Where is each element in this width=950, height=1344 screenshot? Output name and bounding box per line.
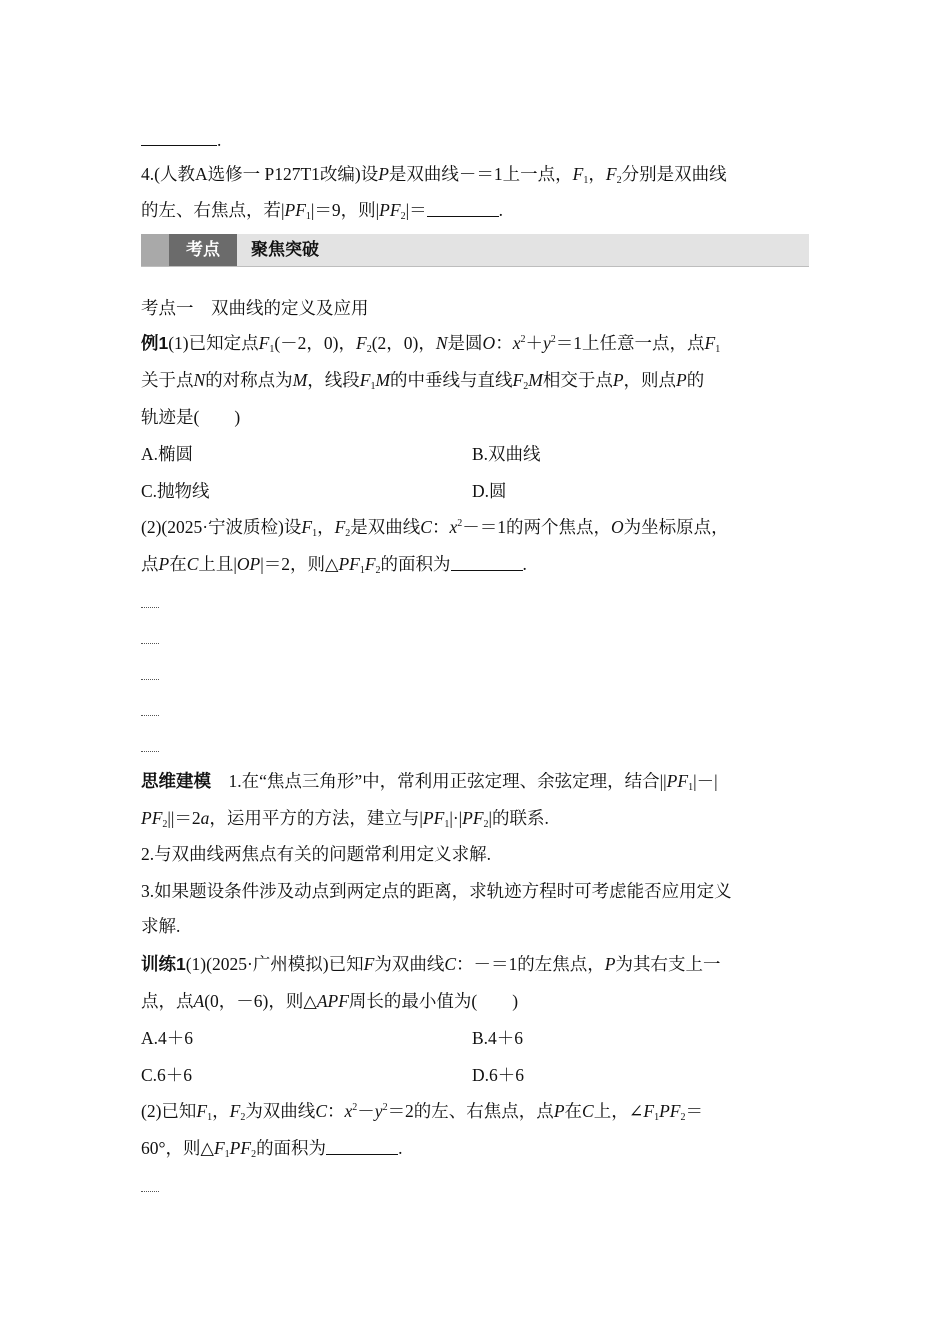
thinking-model-item-2: 2.与双曲线两焦点有关的问题常利用定义求解.: [141, 844, 491, 864]
example-1-options-row-1: [141, 442, 193, 466]
answer-blank: [427, 202, 499, 217]
option-c: C.抛物线: [141, 481, 210, 501]
example-1-line-2: 关于点N的对称点为M，线段$F_1M$的中垂线与直线$F_2M$相交于点P，则点P的: [141, 370, 705, 392]
section-banner: [141, 234, 809, 267]
solution-space-mark: [141, 1191, 159, 1192]
example-1-line-3: 轨迹是( ): [141, 407, 241, 427]
question-4-line-2: 的左、右焦点，若$|PF_1|=9$，则$|PF_2|=$ .: [141, 200, 503, 222]
option-b: B.双曲线: [472, 444, 541, 464]
answer-blank: [451, 556, 523, 571]
banner-title: 聚焦突破: [251, 240, 319, 259]
solution-space-mark: [141, 715, 159, 716]
thinking-model-item-3-line-1: 3.如果题设条件涉及动点到两定点的距离，求轨迹方程时可考虑能否应用定义: [141, 881, 732, 901]
training-1-part-2-line-1: (2)已知$F_1$，$F_2$为双曲线C：$x^2-y^2=2$的左、右焦点，点P在C上，$\angle F_1PF_2=$: [141, 1101, 703, 1123]
answer-blank: [141, 131, 217, 146]
answer-blank: [326, 1140, 398, 1155]
solution-space-mark: [141, 643, 159, 644]
banner-accent: [141, 234, 169, 266]
training-option-d: D.6＋6: [472, 1065, 525, 1085]
section-heading: 考点一 双曲线的定义及应用: [141, 298, 369, 318]
training-option-b: B.4＋6: [472, 1028, 524, 1048]
thinking-label: 思维建模: [141, 771, 211, 791]
training-option-a: A.4＋6: [141, 1028, 194, 1048]
option-a: A.椭圆: [141, 444, 194, 464]
example-1-part-2-line-2: 点P在C上且|OP|＝2，则$\triangle PF_1F_2$的面积为 .: [141, 554, 527, 576]
thinking-model-line-1: 思维建模 1.在“焦点三角形”中，常利用正弦定理、余弦定理，结合$||PF_1|-|$: [141, 771, 718, 793]
training-1-part-2-line-2: 60°，则$\triangle F_1PF_2$的面积为 .: [141, 1138, 403, 1160]
example-1-part-2-line-1: (2)(2025·宁波质检)设$F_1$，$F_2$是双曲线C：$x^2-=1$的两个焦点，O为坐标原点，: [141, 517, 729, 539]
training-1-line-2: 点，点A(0，－6)，则△APF周长的最小值为( ): [141, 991, 519, 1011]
thinking-model-line-2: $PF_2||=2a$，运用平方的方法，建立与$|PF_1|\cdot|PF_2|$的联系.: [141, 808, 549, 830]
training-1-line-1: 训练1(1)(2025·广州模拟)已知F为双曲线C：－＝1的左焦点，P为其右支上一: [141, 954, 721, 974]
option-d: D.圆: [472, 481, 507, 501]
solution-space-mark: [141, 751, 159, 752]
training-label: 训练1: [141, 954, 186, 974]
top-answer-blank: .: [141, 128, 221, 152]
banner-tab: 考点: [169, 234, 237, 266]
example-label: 例1: [141, 333, 169, 353]
question-4-line-1: 4.(人教A选修一 P127T1改编)设P是双曲线－＝1上一点，$F_1$，$F_2$分别是双曲线: [141, 164, 727, 186]
example-1-line-1: 例1(1)已知定点$F_1(-2$，0)，$F_2(2$，0)，N是圆O：$x^2+y^2=1$上任意一点，点$F_1$: [141, 333, 721, 355]
thinking-model-item-3-line-2: 求解.: [141, 916, 181, 936]
solution-space-mark: [141, 679, 159, 680]
solution-space-mark: [141, 607, 159, 608]
training-option-c: C.6＋6: [141, 1065, 193, 1085]
